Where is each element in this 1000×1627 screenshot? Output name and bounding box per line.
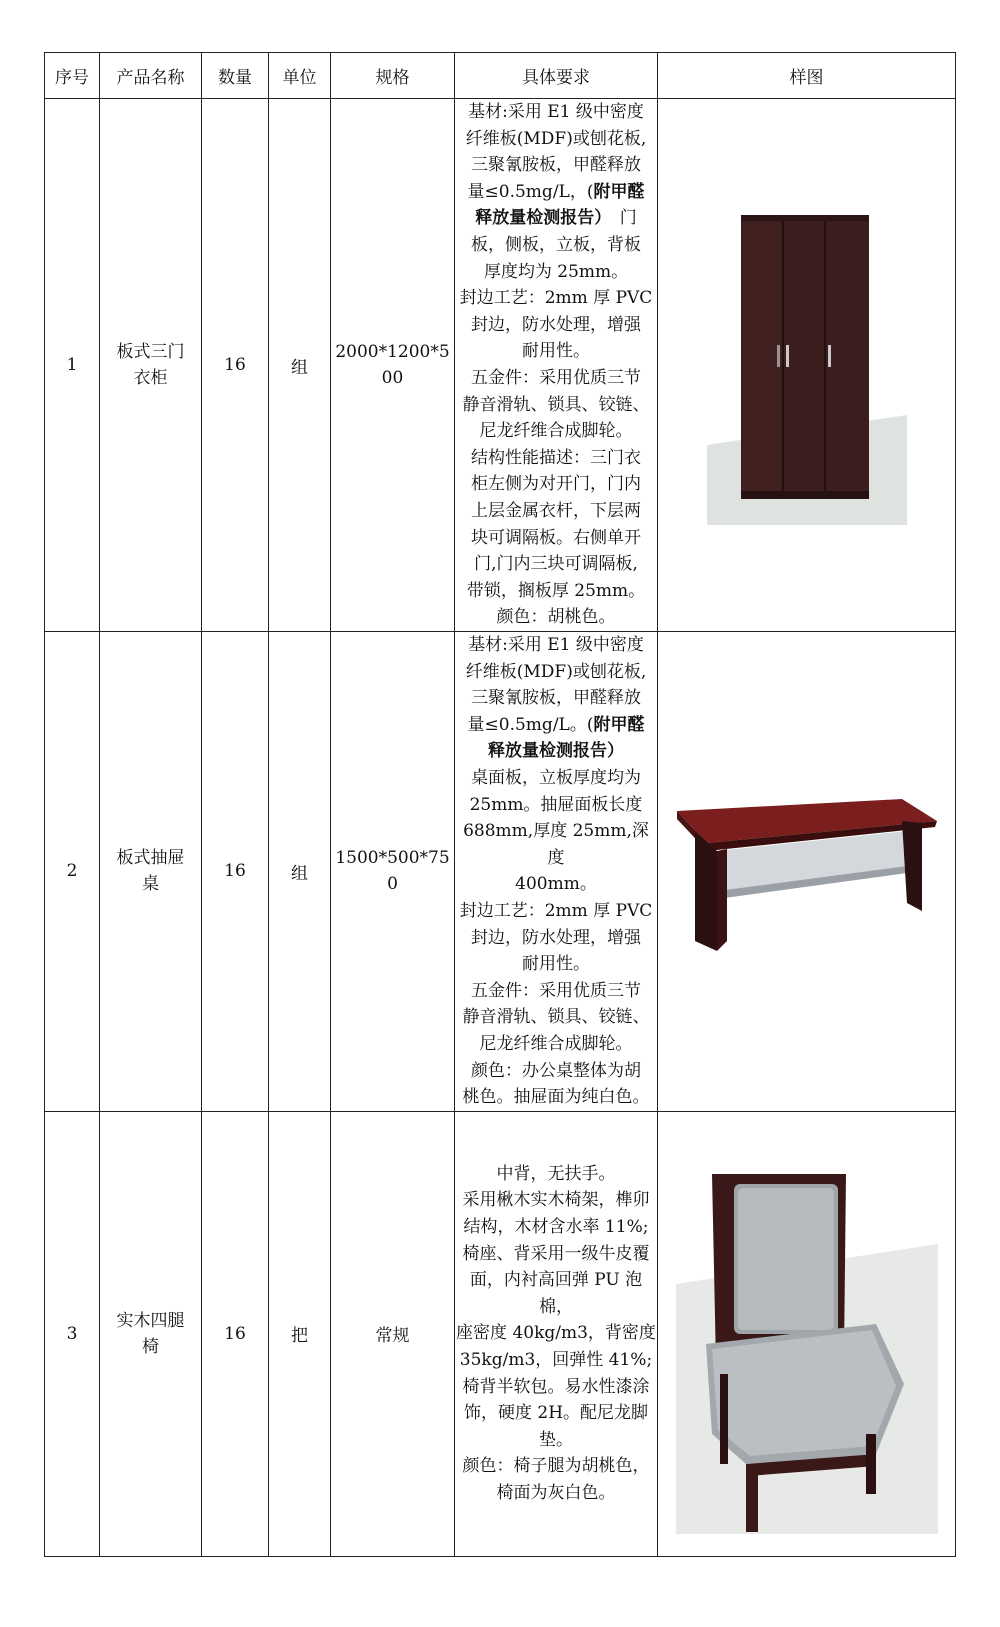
req-line: 块可调隔板。右侧单开 bbox=[471, 527, 641, 548]
req-line: 封边工艺：2mm 厚 PVC bbox=[459, 288, 653, 309]
req-line: 纤维板(MDF)或刨花板, bbox=[465, 128, 647, 149]
req-line: 尼龙纤维合成脚轮。 bbox=[479, 421, 633, 442]
req-line: 三聚氰胺板，甲醛释放 bbox=[471, 155, 641, 176]
req-line: 尼龙纤维合成脚轮。 bbox=[479, 1033, 633, 1054]
req-line bbox=[455, 738, 657, 765]
sample-image-cell bbox=[658, 99, 956, 632]
header-quantity: 数量 bbox=[202, 53, 269, 99]
req-line: 基材:采用 E1 级中密度 bbox=[468, 635, 644, 655]
product-name-cell bbox=[100, 632, 202, 1112]
req-line: 颜色：办公桌整体为胡 bbox=[471, 1060, 641, 1081]
req-bold-text: 附甲醛 bbox=[593, 181, 645, 202]
req-line: 35kg/m3，回弹性 41%; bbox=[459, 1349, 653, 1370]
req-line bbox=[455, 205, 657, 232]
req-line: 静音滑轨、锁具、铰链、 bbox=[462, 1007, 650, 1028]
req-line: 封边，防水处理，增强 bbox=[471, 314, 641, 335]
req-line: 封边，防水处理，增强 bbox=[471, 927, 641, 948]
req-line: 垫。 bbox=[539, 1429, 573, 1450]
req-line: 面，内衬高回弹 PU 泡棉， bbox=[469, 1270, 643, 1317]
req-line: 椅背半软包。易水性漆涂 bbox=[462, 1376, 650, 1397]
product-spec-table bbox=[44, 52, 956, 1557]
spec-line: 0 bbox=[387, 874, 398, 895]
sample-image-cell bbox=[658, 1111, 956, 1556]
req-line: 五金件：采用优质三节 bbox=[471, 980, 641, 1001]
req-line: 结构性能描述：三门衣 bbox=[471, 447, 641, 468]
req-line: 三聚氰胺板，甲醛释放 bbox=[471, 688, 641, 709]
row-no: 3 bbox=[45, 1111, 100, 1556]
table-row bbox=[45, 632, 956, 1112]
req-line: 颜色：椅子腿为胡桃色， bbox=[462, 1456, 650, 1477]
req-line: 椅面为灰白色。 bbox=[496, 1482, 616, 1503]
req-line: 厚度均为 25mm。 bbox=[483, 261, 629, 282]
req-line: 688mm,厚度 25mm,深度 bbox=[463, 821, 649, 868]
header-spec: 规格 bbox=[331, 53, 455, 99]
product-name-line: 板式抽屉 bbox=[116, 848, 185, 869]
header-no: 序号 bbox=[45, 53, 100, 99]
product-name-line: 椅 bbox=[142, 1336, 159, 1357]
spec-line: 2000*1200*5 bbox=[335, 342, 450, 362]
spec-cell bbox=[331, 99, 455, 632]
unit-cell: 组 bbox=[269, 99, 331, 632]
spec-cell bbox=[331, 632, 455, 1112]
sample-image-cell bbox=[658, 632, 956, 1112]
unit-cell: 把 bbox=[269, 1111, 331, 1556]
row-no: 2 bbox=[45, 632, 100, 1112]
req-line: 基材:采用 E1 级中密度 bbox=[468, 102, 644, 123]
req-line: 耐用性。 bbox=[522, 341, 590, 362]
quantity-cell: 16 bbox=[202, 99, 269, 632]
req-line: 采用楸木实木椅架，榫卯 bbox=[462, 1190, 650, 1211]
req-line: 带锁，搁板厚 25mm。 bbox=[466, 580, 646, 601]
req-line: 五金件：采用优质三节 bbox=[471, 368, 641, 388]
req-bold-text: 释放量检测报告） bbox=[488, 741, 624, 762]
chair-image bbox=[676, 1134, 938, 1534]
req-line: 板，侧板，立板，背板 bbox=[471, 235, 641, 256]
req-text: 量≤0.5mg/L，( bbox=[467, 181, 594, 202]
table-row bbox=[45, 1111, 956, 1556]
req-line: 封边工艺：2mm 厚 PVC bbox=[459, 900, 653, 921]
header-requirements: 具体要求 bbox=[455, 53, 658, 99]
quantity-cell: 16 bbox=[202, 632, 269, 1112]
header-sample-image: 样图 bbox=[658, 53, 956, 99]
product-name-line: 衣柜 bbox=[133, 368, 168, 388]
header-product-name: 产品名称 bbox=[100, 53, 202, 99]
req-line bbox=[455, 179, 657, 206]
requirements-cell bbox=[455, 99, 658, 632]
spec-line: 常规 bbox=[375, 1326, 410, 1347]
req-text: 门 bbox=[602, 208, 637, 229]
req-line: 静音滑轨、锁具、铰链、 bbox=[462, 394, 650, 415]
unit-cell: 组 bbox=[269, 632, 331, 1112]
req-line: 桌面板，立板厚度均为 bbox=[471, 767, 641, 788]
product-name-cell bbox=[100, 99, 202, 632]
product-name-line: 桌 bbox=[142, 874, 159, 895]
req-line: 桃色。抽屉面为纯白色。 bbox=[462, 1087, 650, 1108]
req-line: 椅座、背采用一级牛皮覆 bbox=[462, 1243, 650, 1264]
req-line: 上层金属衣杆，下层两 bbox=[471, 500, 641, 521]
req-line: 饰，硬度 2H。配尼龙脚 bbox=[463, 1403, 649, 1424]
spec-line: 00 bbox=[381, 368, 404, 388]
req-bold-text: 释放量检测报告） bbox=[475, 208, 603, 229]
quantity-cell: 16 bbox=[202, 1111, 269, 1556]
req-line: 颜色：胡桃色。 bbox=[496, 607, 616, 628]
product-name-line: 实木四腿 bbox=[116, 1310, 185, 1331]
req-line: 400mm。 bbox=[515, 874, 597, 895]
req-line: 结构，木材含水率 11%; bbox=[463, 1217, 649, 1238]
desk-image bbox=[677, 791, 937, 951]
product-name-line: 板式三门 bbox=[116, 342, 185, 362]
header-unit: 单位 bbox=[269, 53, 331, 99]
product-name-cell bbox=[100, 1111, 202, 1556]
requirements-cell bbox=[455, 1111, 658, 1556]
req-text: 量≤0.5mg/L。( bbox=[467, 714, 594, 735]
spec-line: 1500*500*75 bbox=[335, 848, 450, 869]
req-line: 柜左侧为对开门，门内 bbox=[471, 474, 641, 495]
req-line: 中背，无扶手。 bbox=[496, 1163, 616, 1184]
table-header-row bbox=[45, 53, 956, 99]
req-line: 门,门内三块可调隔板, bbox=[474, 554, 638, 575]
wardrobe-image bbox=[707, 205, 907, 525]
requirements-cell bbox=[455, 632, 658, 1112]
req-line bbox=[455, 712, 657, 739]
req-line: 纤维板(MDF)或刨花板, bbox=[465, 661, 647, 682]
row-no: 1 bbox=[45, 99, 100, 632]
req-line: 25mm。抽屉面板长度 bbox=[469, 794, 643, 815]
req-bold-text: 附甲醛 bbox=[593, 714, 645, 735]
req-line: 座密度 40kg/m3，背密度 bbox=[456, 1323, 656, 1344]
req-line: 耐用性。 bbox=[522, 954, 590, 975]
table-row bbox=[45, 99, 956, 632]
spec-cell bbox=[331, 1111, 455, 1556]
